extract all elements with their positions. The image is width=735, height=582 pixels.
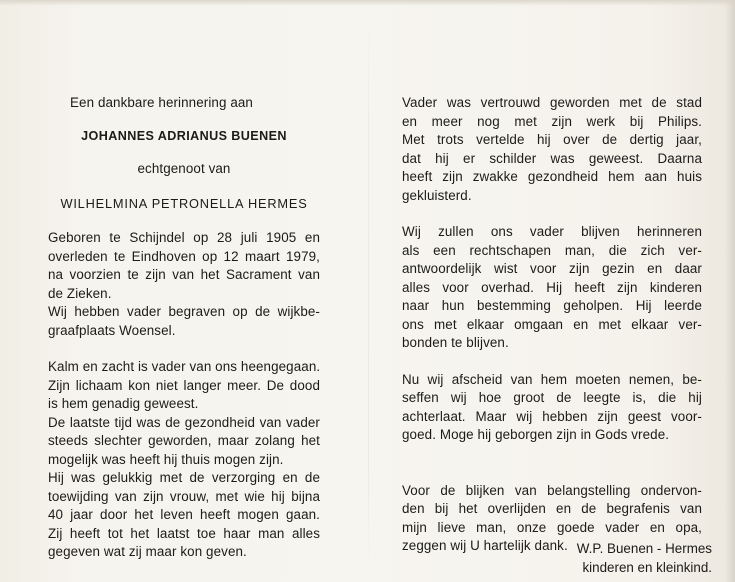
text-line: graafplaats Woensel.: [48, 322, 176, 338]
text-line: bonden te blijven.: [402, 335, 509, 350]
text-line: en meer nog met zijn werk bij Philips.: [402, 113, 702, 129]
text-line: als een rechtschapen man, die zich ver-: [402, 242, 702, 258]
left-column: [48, 94, 320, 562]
text-line: de Zieken.: [48, 285, 112, 301]
text-line: mogelijk was heeft hij thuis mogen zijn.: [48, 451, 284, 467]
text-line: gegeven wat zij maar kon geven.: [48, 544, 247, 559]
memory-paragraph-2: [48, 414, 320, 562]
text-line: seffen wij hoe groot de leegte is, die hij: [402, 390, 702, 405]
spouse-name: WILHELMINA PETRONELLA HERMES: [60, 195, 308, 211]
text-line: overleden te Eindhoven op 12 maart 1979,: [48, 248, 320, 264]
text-line: Wij zullen ons vader blijven herinneren: [402, 224, 702, 239]
text-line: Zijn lichaam kon niet langer meer. De dood: [48, 377, 320, 393]
text-line: naar hun bestemming geholpen. Hij leerde: [402, 298, 702, 313]
card-top-edge: [0, 0, 735, 6]
text-line: mijn lieve man, onze goede vader en opa,: [402, 519, 702, 535]
burial-paragraph: [48, 303, 320, 340]
text-line: De laatste tijd was de gezondheid van vader: [48, 414, 320, 430]
intro-line: Een dankbare herinnering aan: [70, 95, 253, 110]
text-line: antwoordelijk wist voor zijn gezin en daar: [402, 261, 702, 276]
signature-name: W.P. Buenen - Hermes: [576, 541, 712, 556]
card-right-edge: [725, 0, 735, 582]
text-line: alles voor overhad. Hij heeft zijn kinderen: [402, 279, 702, 295]
signature-family: kinderen en kleinkind.: [582, 559, 712, 575]
text-line: dat hij er schilder was geweest. Daarna: [402, 150, 702, 166]
text-line: achterlaat. Maar wij hebben zijn geest voor-: [402, 408, 702, 424]
text-line: den bij het overlijden en de begrafenis van: [402, 501, 702, 516]
right-column: [402, 94, 702, 556]
remembrance-paragraph: [402, 223, 702, 353]
text-line: ons met elkaar omgaan en met elkaar ver-: [402, 316, 702, 332]
text-line: gekluisterd.: [402, 187, 472, 203]
text-line: is hem genadig geweest.: [48, 396, 199, 411]
text-line: steeds slechter geworden, maar zolang het: [48, 433, 320, 448]
text-line: goed. Moge hij geborgen zijn in Gods vrede.: [402, 427, 670, 442]
text-line: zeggen wij U hartelijk dank.: [402, 538, 568, 553]
text-line: Kalm en zacht is vader van ons heengegaan.: [48, 359, 321, 374]
text-line: Voor de blijken van belangstelling ondervon-: [402, 482, 702, 498]
text-line: toewijding van zijn vrouw, met wie hij bijna: [48, 488, 320, 504]
text-line: Hij was gelukkig met de verzorging en de: [48, 470, 320, 485]
signature-block: [552, 540, 712, 577]
text-line: Wij hebben vader begraven op de wijkbe-: [48, 304, 320, 319]
text-line: Nu wij afscheid van hem moeten nemen, be-: [402, 371, 702, 387]
birth-paragraph: [48, 229, 320, 303]
text-line: Met trots vertelde hij over de dertig jaar,: [402, 132, 702, 147]
spouse-label: echtgenoot van: [137, 161, 231, 176]
text-line: heeft zijn zwakke gezondheid hem aan huis: [402, 169, 702, 184]
text-line: Geboren te Schijndel op 28 juli 1905 en: [48, 230, 320, 245]
card-fold: [368, 12, 369, 572]
memory-paragraph-1: [48, 358, 320, 414]
deceased-name: JOHANNES ADRIANUS BUENEN: [81, 128, 287, 143]
text-line: Vader was vertrouwd geworden met de stad: [402, 95, 702, 110]
text-line: 40 jaar door het leven heeft mogen gaan.: [48, 507, 320, 522]
farewell-paragraph: [402, 371, 702, 445]
text-line: na voorzien te zijn van het Sacrament van: [48, 267, 320, 282]
text-line: Zij heeft tot het laatst toe haar man alles: [48, 525, 320, 541]
work-paragraph: [402, 94, 702, 205]
